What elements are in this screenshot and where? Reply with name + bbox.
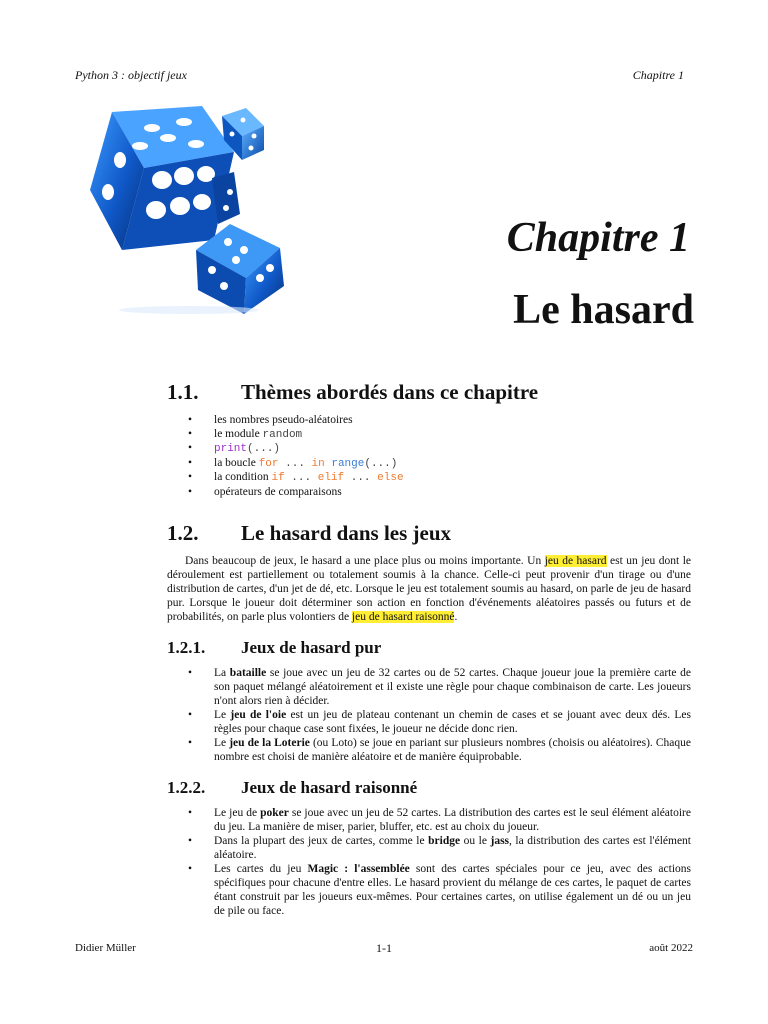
page-number: 1-1: [376, 941, 392, 955]
chapter-title: Le hasard: [513, 287, 694, 333]
footer-date: août 2022: [649, 942, 693, 954]
chapter-number: Chapitre 1: [506, 215, 690, 261]
highlight-term: jeu de hasard: [544, 555, 607, 567]
list-item: • la boucle for ... in range(...): [167, 457, 691, 472]
section-number: 1.2.: [167, 521, 199, 545]
list-item: • la condition if ... elif ... else: [167, 471, 691, 486]
subsection-number: 1.2.2.: [167, 778, 206, 797]
list-item: • le module random: [167, 428, 691, 443]
intro-paragraph: Dans beaucoup de jeux, le hasard a une place plus ou moins importante. Un jeu de hasard est un jeu dont le déroulement est partiellement ou totalement soumis à la chance. Celle-ci peut provenir d'un tirage ou d'une distribution de cartes, d'un jet de dé, etc. Lorsque le jeu est totalement soumis au hasard, on parle de jeu de hasard pur. Lorsque le joueur doit déterminer son action en fonction d'événements aléatoires passés ou futurs et de probabilités, on parle plus volontiers de jeu de hasard raisonné.: [167, 555, 692, 623]
section-number: 1.1.: [167, 380, 199, 404]
list-item: • Dans la plupart des jeux de cartes, comme le bridge ou le jass, la distribution des cartes est l'élément aléatoire.: [167, 834, 691, 862]
section-title: Thèmes abordés dans ce chapitre: [241, 380, 539, 404]
subsection-1-heading: [167, 638, 691, 658]
dice-illustration: [84, 100, 294, 315]
list-item: • Le jeu de la Loterie (ou Loto) se joue en pariant sur plusieurs nombres (choisis ou aléatoires). Chaque nombre est choisi de manière aléatoire et de manière équiprobable.: [167, 736, 691, 764]
subsection-number: 1.2.1.: [167, 638, 206, 657]
topics-list: [167, 414, 691, 499]
reasoned-games-list: [167, 806, 691, 918]
header-left: Python 3 : objectif jeux: [75, 68, 187, 82]
subsection-title: Jeux de hasard pur: [241, 638, 382, 657]
main-content: [167, 380, 691, 918]
section-2-heading: [167, 521, 691, 546]
footer-author: Didier Müller: [75, 942, 136, 954]
list-item: • Les cartes du jeu Magic : l'assemblée sont des cartes spéciales pour ce jeu, avec des actions spécifiques pour chacune d'entre elles. Le hasard provient du mélange de ces cartes, le paquet de cartes étant construit par les joueurs eux-mêmes. Pour certaines cartes, on utilise également un dé ou un jeu de pile ou face.: [167, 862, 691, 918]
list-item: • Le jeu de poker se joue avec un jeu de 52 cartes. La distribution des cartes est le seul élément aléatoire du jeu. La manière de miser, parier, bluffer, etc. est au choix du joueur.: [167, 806, 691, 834]
list-item: • les nombres pseudo-aléatoires: [167, 414, 691, 428]
pure-games-list: [167, 666, 691, 764]
highlight-term: jeu de hasard raisonné: [351, 611, 455, 623]
subsection-2-heading: [167, 778, 691, 798]
list-item: • print(...): [167, 442, 691, 457]
subsection-title: Jeux de hasard raisonné: [241, 778, 418, 797]
list-item: • La bataille se joue avec un jeu de 32 cartes ou de 52 cartes. Chaque joueur joue la première carte de son paquet mélangé aléatoirement et il existe une règle pour chaque combinaison de carte. Les joueurs n'ont alors rien à décider.: [167, 666, 691, 708]
section-title: Le hasard dans les jeux: [241, 521, 452, 545]
header-right: Chapitre 1: [632, 68, 684, 82]
list-item: • Le jeu de l'oie est un jeu de plateau contenant un chemin de cases et se jouant avec deux dés. Les règles pour chaque case sont fixées, le joueur ne décide donc rien.: [167, 708, 691, 736]
section-1-heading: [167, 380, 691, 405]
list-item: • opérateurs de comparaisons: [167, 486, 691, 500]
